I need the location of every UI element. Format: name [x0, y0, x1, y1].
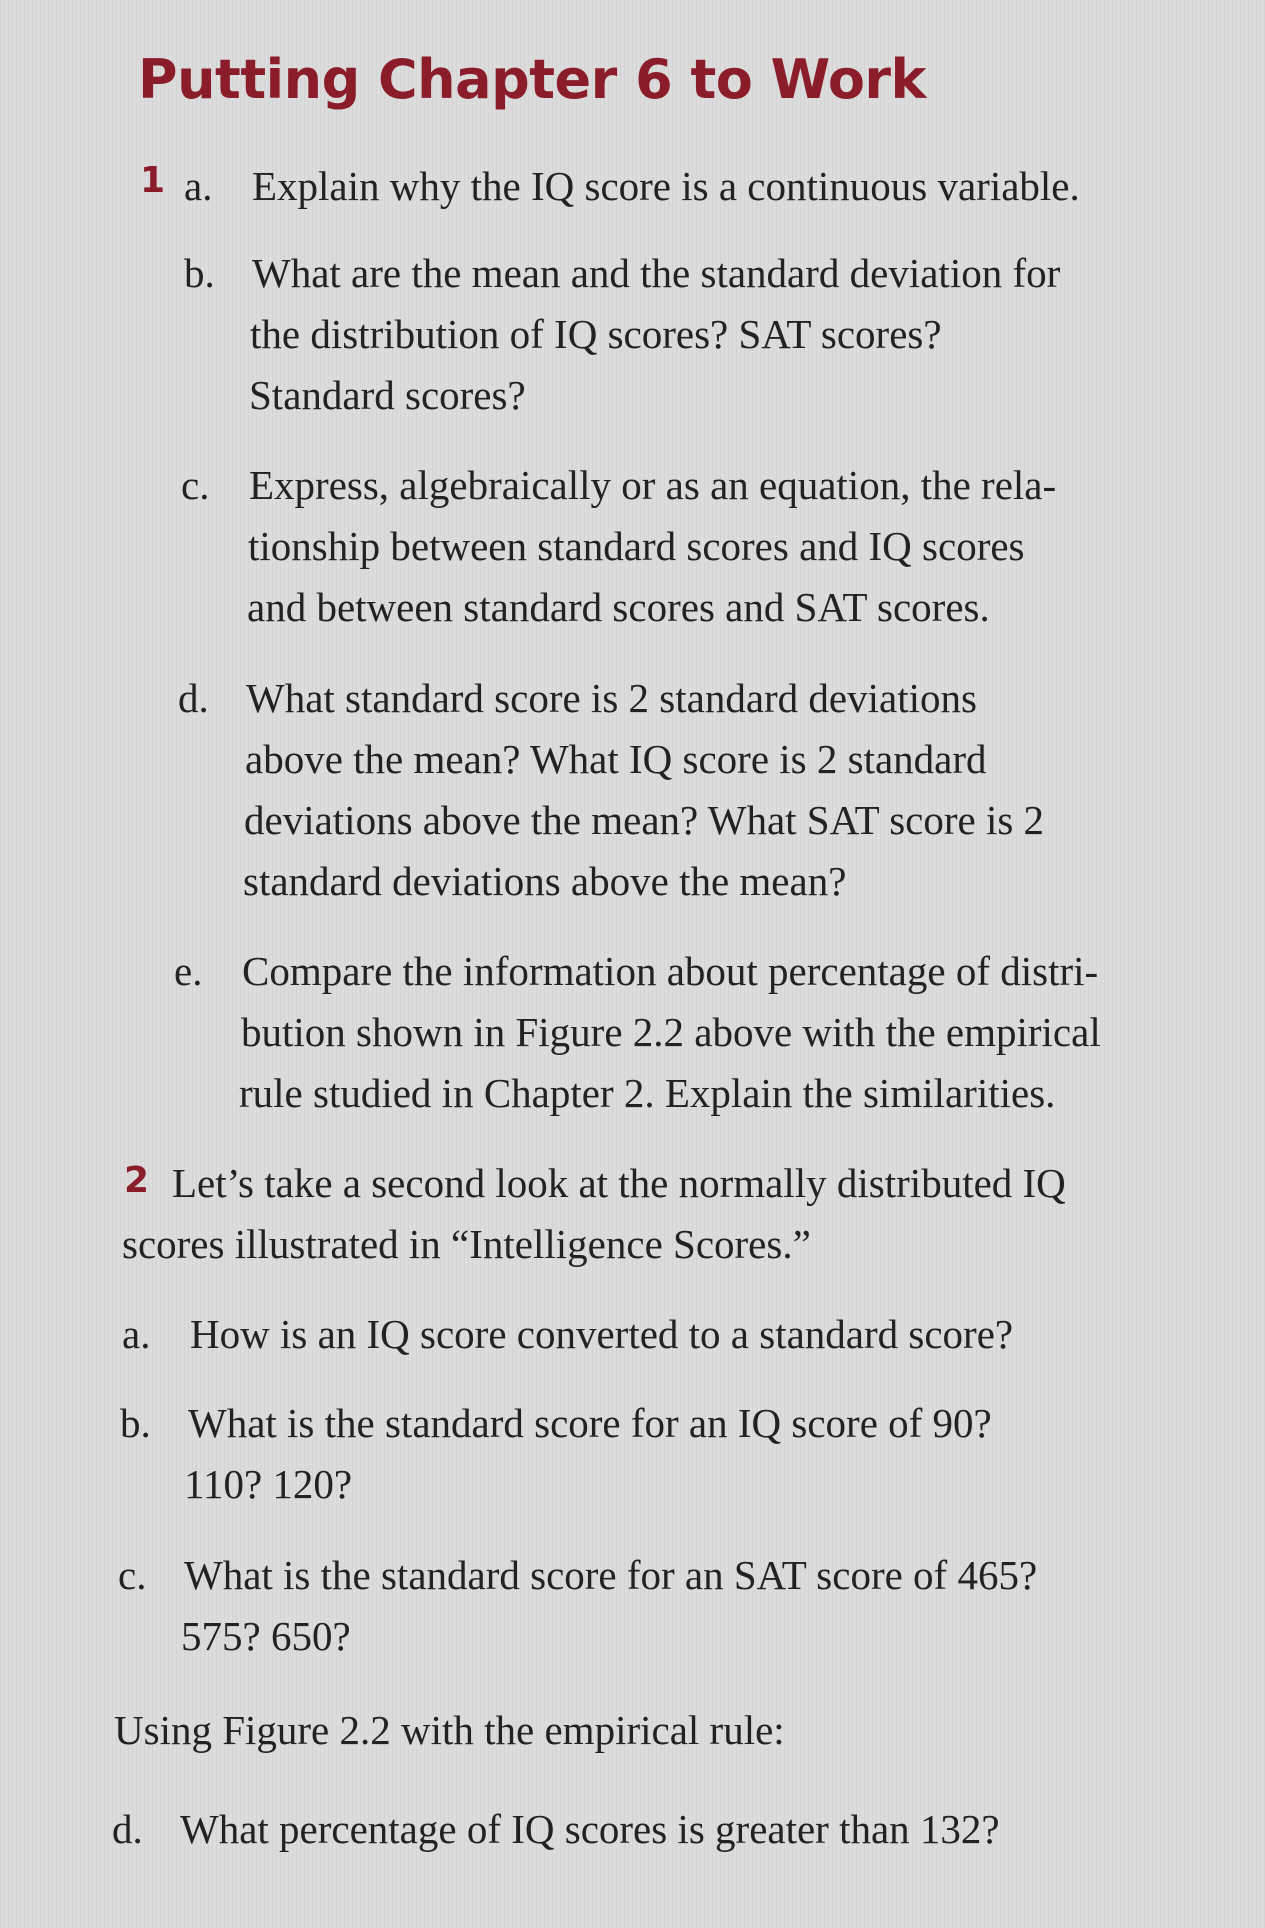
question-2-number: 2: [124, 1160, 150, 1201]
q1e-letter: e.: [174, 948, 203, 994]
q1c-line-1: Express, algebraically or as an equation, the rela-: [249, 462, 1057, 508]
q2-intro-line-1: Let’s take a second look at the normally distributed IQ: [172, 1160, 1066, 1206]
q2b-letter: b.: [120, 1400, 151, 1446]
q2c-letter: c.: [118, 1552, 147, 1598]
q1e-line-2: bution shown in Figure 2.2 above with the empirical: [241, 1009, 1101, 1055]
q2d-line-1: What percentage of IQ scores is greater than 132?: [180, 1806, 1000, 1852]
q1d-line-3: deviations above the mean? What SAT score is 2: [244, 797, 1045, 843]
q1b-letter: b.: [184, 250, 215, 296]
q1b-line-2: the distribution of IQ scores? SAT scores?: [250, 311, 942, 357]
q1a-letter: a.: [184, 163, 213, 209]
q1c-line-2: tionship between standard scores and IQ scores: [248, 523, 1025, 569]
q2-note: Using Figure 2.2 with the empirical rule:: [114, 1707, 785, 1753]
q1e-line-3: rule studied in Chapter 2. Explain the similarities.: [239, 1070, 1056, 1116]
q1e-line-1: Compare the information about percentage of distri-: [242, 948, 1099, 994]
q2b-line-2: 110? 120?: [184, 1461, 353, 1507]
q1d-line-4: standard deviations above the mean?: [243, 858, 847, 904]
q2c-line-2: 575? 650?: [181, 1613, 351, 1659]
q1a-line-1: Explain why the IQ score is a continuous variable.: [252, 163, 1080, 209]
question-1-number: 1: [140, 160, 166, 201]
q1d-letter: d.: [178, 675, 209, 721]
q2a-letter: a.: [122, 1311, 151, 1357]
q2a-line-1: How is an IQ score converted to a standard score?: [190, 1311, 1014, 1357]
q1b-line-3: Standard scores?: [249, 372, 526, 418]
page-title: Putting Chapter 6 to Work: [138, 48, 926, 111]
q1b-line-1: What are the mean and the standard deviation for: [252, 250, 1061, 296]
q1d-line-1: What standard score is 2 standard deviations: [246, 675, 977, 721]
q2b-line-1: What is the standard score for an IQ score of 90?: [188, 1400, 992, 1446]
q1c-line-3: and between standard scores and SAT scores.: [247, 584, 990, 630]
q2c-line-1: What is the standard score for an SAT score of 465?: [184, 1552, 1038, 1598]
q2-intro-line-2: scores illustrated in “Intelligence Scores.”: [122, 1221, 811, 1267]
q1c-letter: c.: [181, 462, 210, 508]
q1d-line-2: above the mean? What IQ score is 2 standard: [245, 736, 987, 782]
q2d-letter: d.: [112, 1806, 143, 1852]
